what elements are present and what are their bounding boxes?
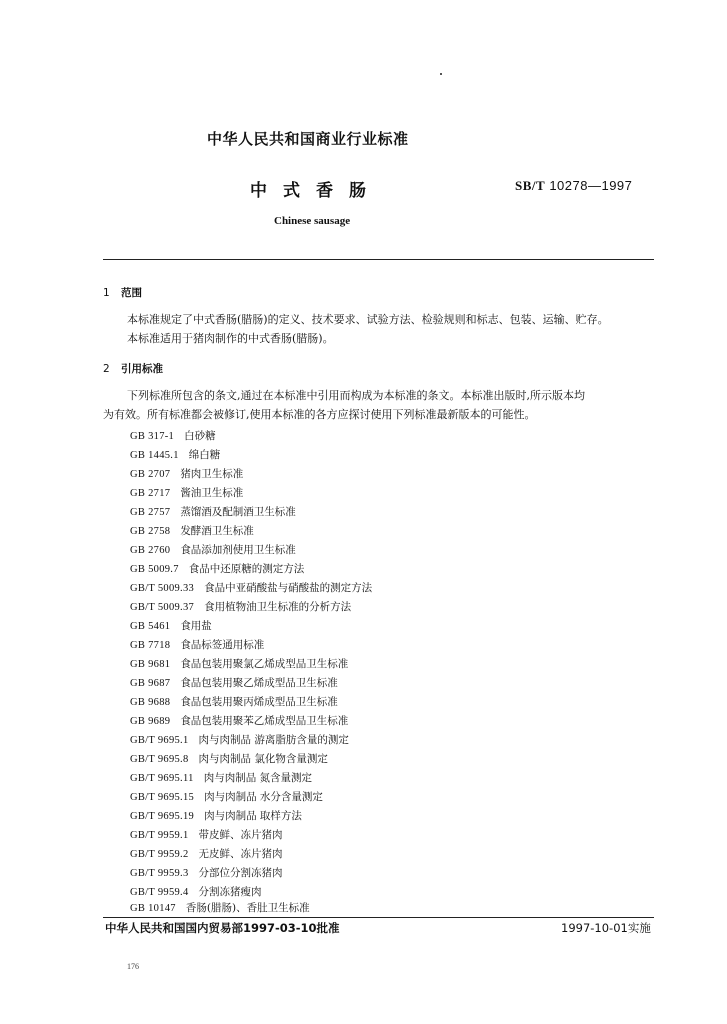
reference-item bbox=[130, 561, 304, 576]
reference-code: GB/T 9695.15 bbox=[130, 792, 195, 803]
reference-title: 肉与肉制品 取样方法 bbox=[204, 810, 302, 822]
reference-title: 食品包装用聚乙烯成型品卫生标准 bbox=[180, 677, 338, 689]
reference-item bbox=[130, 789, 323, 804]
reference-code: GB/T 9959.1 bbox=[130, 830, 189, 841]
section-1-heading bbox=[103, 285, 142, 300]
reference-item bbox=[130, 865, 283, 880]
reference-title: 食品包装用聚氯乙烯成型品卫生标准 bbox=[180, 658, 349, 670]
reference-code: GB 2707 bbox=[130, 469, 171, 480]
reference-title: 食用植物油卫生标准的分析方法 bbox=[204, 601, 352, 613]
reference-code: GB/T 9959.2 bbox=[130, 849, 189, 860]
section-2-title: 引用标准 bbox=[121, 363, 163, 375]
standard-number: 10278—1997 bbox=[549, 178, 633, 193]
reference-item bbox=[130, 656, 348, 671]
reference-title: 香肠(腊肠)、香肚卫生标准 bbox=[185, 902, 310, 914]
org-title: 中华人民共和国商业行业标准 bbox=[207, 130, 409, 148]
reference-item bbox=[130, 599, 351, 614]
reference-item bbox=[130, 618, 212, 633]
reference-title: 食用盐 bbox=[180, 620, 212, 632]
reference-title: 猪肉卫生标准 bbox=[180, 468, 244, 480]
reference-item bbox=[130, 542, 296, 557]
approval-statement: 中华人民共和国国内贸易部1997-03-10批准 bbox=[105, 921, 340, 935]
reference-title: 白砂糖 bbox=[184, 430, 216, 442]
standard-code bbox=[515, 178, 632, 194]
reference-code: GB 9687 bbox=[130, 678, 171, 689]
document-title: 中式香肠 bbox=[250, 181, 382, 201]
implementation-date: 1997-10-01实施 bbox=[561, 921, 651, 935]
header-divider bbox=[103, 259, 654, 260]
reference-item bbox=[130, 428, 216, 443]
reference-code: GB 9681 bbox=[130, 659, 171, 670]
reference-title: 发酵酒卫生标准 bbox=[180, 525, 254, 537]
reference-code: GB 9688 bbox=[130, 697, 171, 708]
reference-item bbox=[130, 675, 338, 690]
reference-code: GB 2758 bbox=[130, 526, 171, 537]
reference-code: GB/T 9959.3 bbox=[130, 868, 189, 879]
speck-mark bbox=[440, 73, 442, 75]
reference-item bbox=[130, 504, 296, 519]
reference-title: 肉与肉制品 游离脂肪含量的测定 bbox=[198, 734, 349, 746]
standard-prefix: SB/T bbox=[515, 178, 546, 193]
section-2-intro-line-1: 下列标准所包含的条文,通过在本标准中引用而构成为本标准的条文。本标准出版时,所示版本均 bbox=[127, 389, 585, 402]
reference-code: GB 1445.1 bbox=[130, 450, 179, 461]
reference-title: 食品标签通用标准 bbox=[180, 639, 265, 651]
reference-code: GB/T 9695.8 bbox=[130, 754, 189, 765]
reference-code: GB/T 5009.33 bbox=[130, 583, 195, 594]
reference-item bbox=[130, 447, 220, 462]
reference-code: GB/T 9959.4 bbox=[130, 887, 189, 898]
reference-code: GB/T 9695.11 bbox=[130, 773, 194, 784]
reference-title: 食品中亚硝酸盐与硝酸盐的测定方法 bbox=[204, 582, 373, 594]
reference-title: 绵白糖 bbox=[188, 449, 221, 461]
reference-title: 分割冻猪瘦肉 bbox=[198, 886, 262, 898]
section-1-number: 1 bbox=[103, 287, 110, 299]
section-2-intro-line-2: 为有效。所有标准都会被修订,使用本标准的各方应探讨使用下列标准最新版本的可能性。 bbox=[103, 408, 536, 421]
reference-item bbox=[130, 637, 264, 652]
section-1-title: 范围 bbox=[121, 287, 142, 299]
reference-item bbox=[130, 884, 262, 899]
reference-item bbox=[130, 580, 372, 595]
reference-code: GB 2717 bbox=[130, 488, 171, 499]
reference-title: 带皮鲜、冻片猪肉 bbox=[198, 829, 283, 841]
reference-item bbox=[130, 770, 312, 785]
reference-code: GB 7718 bbox=[130, 640, 171, 651]
reference-code: GB 317-1 bbox=[130, 431, 175, 442]
section-1-paragraph-2: 本标准适用于猪肉制作的中式香肠(腊肠)。 bbox=[127, 332, 334, 345]
reference-title: 肉与肉制品 氯化物含量测定 bbox=[198, 753, 328, 765]
reference-item bbox=[130, 751, 328, 766]
reference-title: 食品添加剂使用卫生标准 bbox=[180, 544, 296, 556]
reference-title: 肉与肉制品 水分含量测定 bbox=[204, 791, 323, 803]
reference-item bbox=[130, 694, 338, 709]
reference-title: 食品中还原糖的测定方法 bbox=[188, 563, 305, 575]
reference-code: GB 2760 bbox=[130, 545, 171, 556]
english-title: Chinese sausage bbox=[274, 215, 351, 227]
section-2-number: 2 bbox=[103, 363, 110, 375]
reference-item bbox=[130, 523, 254, 538]
reference-item bbox=[130, 466, 243, 481]
reference-title: 分部位分割冻猪肉 bbox=[198, 867, 283, 879]
reference-code: GB/T 5009.37 bbox=[130, 602, 195, 613]
reference-title: 食品包装用聚苯乙烯成型品卫生标准 bbox=[180, 715, 349, 727]
reference-item bbox=[130, 900, 310, 915]
reference-item bbox=[130, 713, 348, 728]
reference-code: GB 5009.7 bbox=[130, 564, 179, 575]
reference-code: GB 10147 bbox=[130, 903, 176, 914]
reference-code: GB/T 9695.19 bbox=[130, 811, 195, 822]
reference-title: 酱油卫生标准 bbox=[180, 487, 244, 499]
reference-item bbox=[130, 846, 283, 861]
reference-title: 食品包装用聚丙烯成型品卫生标准 bbox=[180, 696, 338, 708]
page-number: 176 bbox=[127, 962, 139, 971]
reference-code: GB 9689 bbox=[130, 716, 171, 727]
reference-item bbox=[130, 485, 243, 500]
reference-code: GB 5461 bbox=[130, 621, 171, 632]
section-1-paragraph-1: 本标准规定了中式香肠(腊肠)的定义、技术要求、试验方法、检验规则和标志、包装、运输、贮存。 bbox=[127, 313, 609, 326]
reference-item bbox=[130, 808, 302, 823]
section-2-heading bbox=[103, 361, 163, 376]
footer-divider bbox=[103, 917, 654, 918]
reference-title: 肉与肉制品 氮含量测定 bbox=[203, 772, 313, 784]
reference-item bbox=[130, 827, 283, 842]
reference-title: 蒸馏酒及配制酒卫生标准 bbox=[180, 506, 296, 518]
reference-code: GB/T 9695.1 bbox=[130, 735, 189, 746]
reference-title: 无皮鲜、冻片猪肉 bbox=[198, 848, 283, 860]
reference-code: GB 2757 bbox=[130, 507, 171, 518]
reference-item bbox=[130, 732, 349, 747]
